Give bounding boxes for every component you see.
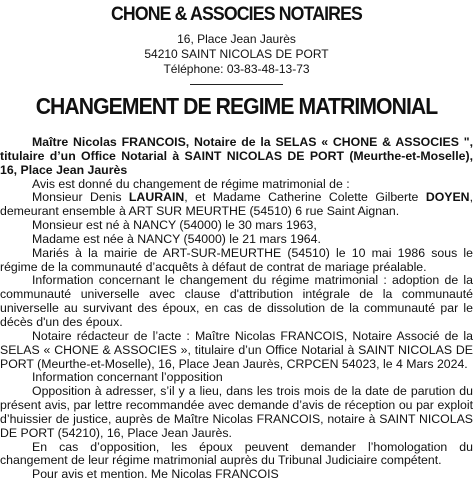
parties-suffix: , demeurant ensemble à ART SUR MEURTHE (54510) 6 rue Saint Aignan. <box>0 190 473 219</box>
opposition-heading: Information concernant l’opposition <box>32 370 223 385</box>
divider-rule <box>190 84 283 85</box>
firm-address-city: 54210 SAINT NICOLAS DE PORT <box>144 47 329 61</box>
closing-paragraph: Pour avis et mention. Me Nicolas FRANCOIS <box>32 467 279 482</box>
firm-phone: Téléphone: 03-83-48-13-73 <box>163 62 310 76</box>
birth-husband-paragraph: Monsieur est né à NANCY (54000) le 30 mars 1963, <box>32 218 317 233</box>
notice-headline: CHANGEMENT DE REGIME MATRIMONIAL <box>35 93 438 119</box>
birth-wife-paragraph: Madame est née à NANCY (54000) le 21 mars 1964. <box>32 231 321 246</box>
opposition-paragraph: Opposition à adresser, s’il y a lieu, dans les trois mois de la date de parution du présent avis, par lettre recommandée avec demande d’avis de réception ou par exploit d’huissier de justice, auprès de Maître Nicolas FRANCOIS, notaire à SAINT NICOLAS DE PORT (54210), 16, Place Jean Jaurès. <box>0 384 473 440</box>
avis-paragraph: Avis est donné du changement de régime matrimonial de : <box>32 176 350 191</box>
intro-paragraph: Maître Nicolas FRANCOIS, Notaire de la SELAS « CHONE & ASSOCIES ", titulaire d’un Office Notarial à SAINT NICOLAS DE PORT (Meurthe-et-Moselle), 16, Place Jean Jaurès <box>0 135 473 177</box>
firm-name: CHONE & ASSOCIES NOTAIRES <box>110 4 363 25</box>
wife-surname: DOYEN <box>425 190 470 205</box>
marriage-paragraph: Mariés à la mairie de ART-SUR-MEURTHE (54510) le 10 mai 1986 sous le régime de la communauté d’acquêts à défaut de contrat de mariage préalable. <box>0 245 473 274</box>
homologation-paragraph: En cas d’opposition, les époux peuvent demander l’homologation du changement de leur régime matrimonial auprès du Tribunal Judiciaire compétent. <box>0 439 473 468</box>
redacteur-paragraph: Notaire rédacteur de l’acte : Maître Nicolas FRANCOIS, Notaire Associé de la SELAS « CHONE & ASSOCIES », titulaire d’un Office Notarial à SAINT NICOLAS DE PORT (Meurthe-et-Moselle), 16, Place Jean Jaurès, CRPCEN 54023, le 4 Mars 2024. <box>0 328 473 371</box>
parties-paragraph <box>0 191 473 219</box>
husband-surname: LAURAIN <box>128 190 185 205</box>
firm-address-street: 16, Place Jean Jaurès <box>177 32 296 46</box>
parties-prefix: Monsieur Denis <box>32 190 129 205</box>
new-regime-paragraph: Information concernant le changement du régime matrimonial : adoption de la communauté universelle avec clause d'attribution intégrale de la communauté universelle au survivant des époux, en cas de dissolution de la communauté par le décès d'un des époux. <box>0 273 473 329</box>
parties-middle: , et Madame Catherine Colette Gilberte <box>184 190 426 205</box>
notice-body <box>0 136 473 482</box>
